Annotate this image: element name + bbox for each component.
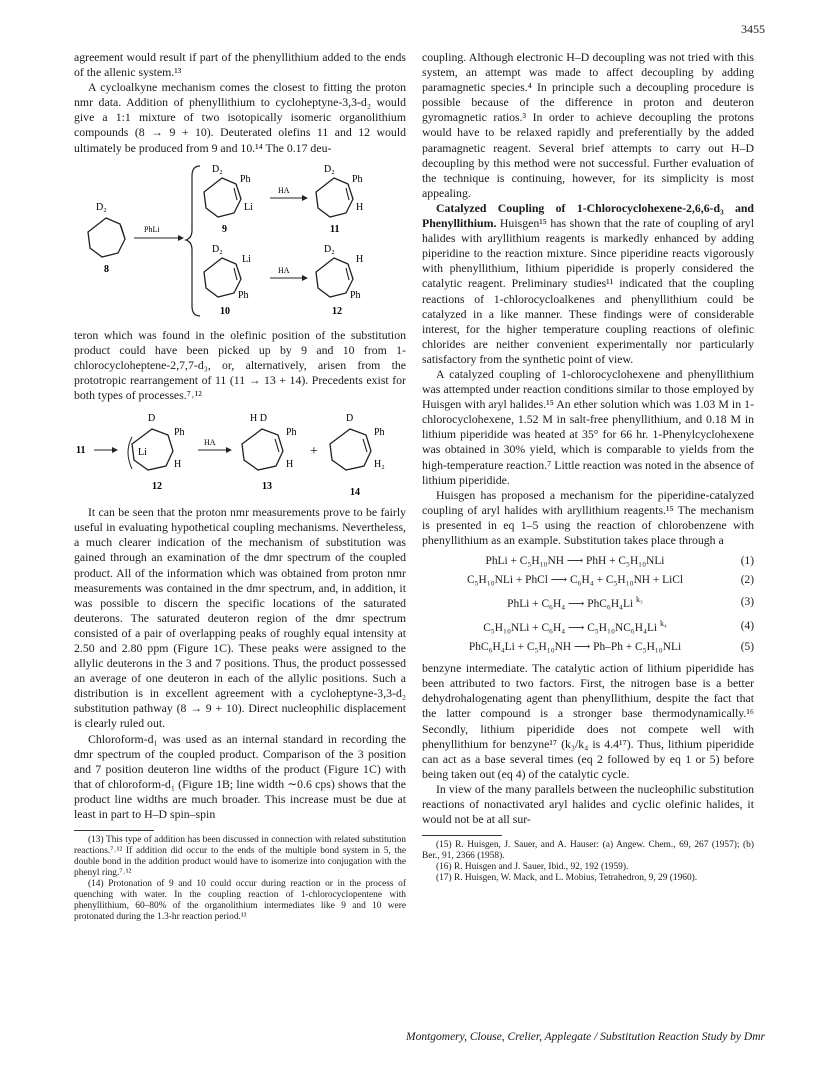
left-paragraph-5: Chloroform-d₁ was used as an internal standard in recording the dmr spectrum of the coupled product. Comparison of the 3 position and 7 position deuteron line widths of the product (Figure 1C) with that of chloroform-d₁ (Figure 1B; line width ∼0.6 cps) shows that the product line widths are much broader. This increase must be due at least in part to H–D spin–spin bbox=[74, 731, 406, 821]
ring-12 bbox=[316, 258, 353, 297]
equation-block bbox=[422, 552, 754, 657]
equation-3-cell bbox=[422, 590, 728, 614]
label-li-10: Li bbox=[242, 253, 251, 265]
scheme2-ring-14 bbox=[330, 429, 371, 470]
scheme2-label-ha: HA bbox=[204, 438, 216, 448]
label-ph-12: Ph bbox=[350, 289, 361, 301]
left-paragraph-2: A cycloalkyne mechanism comes the closest to fitting the proton nmr data. Addition of phenyllithium to cycloheptyne-3,3-d₂ would give a 1:1 mixture of two isotopically isomeric organolithium compounds (8 → 9 + 10). Deuterated olefins 11 and 12 would ultimately be produced from 9 and 10.¹⁴ The 0.17 deu- bbox=[74, 80, 406, 155]
footnote-17: (17) R. Huisgen, W. Mack, and L. Mobius, Tetrahedron, 9, 29 (1960). bbox=[436, 873, 698, 884]
cycloheptyne-ring bbox=[88, 218, 125, 257]
compound-10-label: 10 bbox=[220, 305, 230, 317]
compound-8-label: 8 bbox=[104, 263, 109, 275]
label-d2-8: D₂ bbox=[96, 201, 107, 213]
scheme2-label-d-14: D bbox=[346, 413, 354, 425]
scheme-1-graphic bbox=[74, 160, 406, 322]
triple-bond-line bbox=[121, 226, 125, 239]
scheme2-double-bond-14 bbox=[363, 439, 367, 452]
label-li-9: Li bbox=[244, 201, 253, 213]
right-paragraph-6: In view of the many parallels between the nucleophilic substitution reactions of nonactivated aryl halides and cyclic olefinic halides, it would not be at all sur- bbox=[422, 781, 754, 827]
right-column bbox=[422, 50, 754, 884]
footnote-15: (15) R. Huisgen, J. Sauer, and A. Hauser: (a) Angew. Chem., 69, 267 (1957); (b) Ber., 91, 2366 (1958). bbox=[422, 840, 754, 862]
compound-9-label: 9 bbox=[222, 223, 227, 235]
equation-4: C₅H₁₀NLi + C₆H₄ ⟶ C₅H₁₀NC₆H₄Li bbox=[483, 621, 658, 634]
equation-5: PhC₆H₄Li + C₅H₁₀NH ⟶ Ph–Ph + C₅H₁₀NLi bbox=[468, 641, 682, 654]
ring-11 bbox=[316, 178, 353, 217]
scheme2-label-h-13: H bbox=[286, 459, 294, 471]
label-d2-10: D₂ bbox=[212, 243, 223, 255]
compound-12-label: 12 bbox=[332, 305, 342, 317]
equation-4-cell bbox=[422, 614, 728, 638]
label-d2-12: D₂ bbox=[324, 243, 335, 255]
footnote-16: (16) R. Huisgen and J. Sauer, Ibid., 92, 192 (1959). bbox=[436, 862, 629, 873]
scheme2-plus: + bbox=[310, 444, 318, 460]
left-paragraph-1: agreement would result if part of the phenyllithium added to the ends of the allenic system.¹³ bbox=[74, 50, 406, 80]
scheme-2-graphic bbox=[74, 407, 406, 499]
ring-9 bbox=[204, 178, 241, 217]
arrowhead-phli bbox=[178, 235, 184, 241]
scheme2-arrowhead-ha bbox=[226, 447, 232, 453]
footnote-13: (13) This type of addition has been discussed in connection with related substitution reactions.⁷˒¹² If addition did occur to the ends of the multiple bond system in 5, the double bond in the addition product would have to isomerize into conjugation with the phenyl ring.⁷˒¹² bbox=[74, 835, 406, 879]
label-phli: PhLi bbox=[144, 224, 160, 234]
label-ha-1: HA bbox=[278, 185, 290, 195]
scheme2-double-bond-13 bbox=[275, 439, 279, 452]
arrowhead-ha-1 bbox=[302, 195, 308, 201]
equation-row bbox=[422, 638, 754, 657]
label-ph-11: Ph bbox=[352, 173, 363, 185]
equation-3: PhLi + C₆H₄ ⟶ PhC₆H₄Li bbox=[507, 598, 634, 611]
equation-3-number: (3) bbox=[740, 595, 754, 608]
label-d2-9: D₂ bbox=[212, 163, 223, 175]
double-bond-12 bbox=[346, 268, 349, 280]
right-paragraph-3: A catalyzed coupling of 1-chlorocyclohexene and phenyllithium was attempted under reaction conditions similar to those employed by Huisgen with aryl halides.¹⁵ An ether solution which was 1.03 M in 1-chlorocyclohexene, 1.52 M in salt-free phenyllithium, and 0.18 M in lithium piperidide was heated at 35° for 66 hr. 1-Phenylcyclohexene was obtained in 30% yield, which is comparable to yields from the high-temperature reaction.⁷ Little reaction was noted in the absence of lithium piperidide. bbox=[422, 366, 754, 487]
equation-1: PhLi + C₅H₁₀NH ⟶ PhH + C₅H₁₀NLi bbox=[485, 555, 665, 568]
scheme2-label-li: Li bbox=[138, 447, 147, 459]
equation-5-number: (5) bbox=[740, 641, 754, 654]
footnote-14: (14) Protonation of 9 and 10 could occur during reaction or in the process of quenching with water. In the coupling reaction of 1-chlorocyclopentene with phenyllithium, 60–80% of the organolithium intermediates like 9 and 10 were protonated during the 1.3-hr reaction period.¹³ bbox=[74, 879, 406, 923]
running-footer: Montgomery, Clouse, Crelier, Applegate / Substitution Reaction Study by Dmr bbox=[405, 1031, 765, 1043]
compound-11-label: 11 bbox=[330, 223, 340, 235]
equation-row bbox=[422, 590, 754, 614]
double-bond-10 bbox=[234, 268, 237, 280]
reaction-scheme-1 bbox=[74, 160, 406, 322]
label-d2-11: D₂ bbox=[324, 163, 335, 175]
scheme2-label-ph-14: Ph bbox=[374, 427, 385, 439]
scheme2-ring-13 bbox=[242, 429, 283, 470]
scheme2-compound-13: 13 bbox=[262, 481, 272, 493]
right-paragraph-4: Huisgen has proposed a mechanism for the piperidine-catalyzed coupling of aryl halides with aryllithium reagents.¹⁵ The mechanism is presented in eq 1–5 using the reaction of chlorobenzene with phenyllithium as an example. Substitution takes place through a bbox=[422, 487, 754, 547]
scheme2-label-ph-13: Ph bbox=[286, 427, 297, 439]
equation-2: C₅H₁₀NLi + PhCl ⟶ C₆H₄ + C₅H₁₀NH + LiCl bbox=[466, 574, 684, 587]
scheme2-compound-12: 12 bbox=[152, 481, 162, 493]
scheme2-label-ph-a: Ph bbox=[174, 427, 185, 439]
reaction-scheme-2 bbox=[74, 407, 406, 499]
scheme2-left-paren bbox=[128, 437, 132, 469]
left-paragraph-3: teron which was found in the olefinic position of the substitution product could have been picked up by 9 and 10 from 1-chlorocycloheptene-2,7,7-d₃, or, alternatively, arisen from the prototropic rearrangement of 11 (11 → 13 + 14). Precedents exist for both types of processes.⁷˒¹² bbox=[74, 327, 406, 403]
equation-row bbox=[422, 571, 754, 590]
footnote-rule bbox=[74, 830, 154, 831]
scheme2-label-h-a: H bbox=[174, 459, 182, 471]
arrowhead-ha-2 bbox=[302, 275, 308, 281]
scheme2-label-h2-14: H₂ bbox=[374, 459, 385, 471]
section-heading: Catalyzed Coupling of 1-Chlorocyclohexene-2,6,6-d₃ and Phenyllithium. bbox=[422, 200, 754, 231]
ring-10 bbox=[204, 258, 241, 297]
double-bond-9 bbox=[234, 188, 237, 200]
scheme2-compound-14: 14 bbox=[350, 487, 360, 499]
scheme2-compound-11: 11 bbox=[76, 445, 86, 457]
double-bond-11 bbox=[346, 188, 349, 200]
left-paragraph-4: It can be seen that the proton nmr measurements prove to be fairly useful in evaluating hypothetical coupling mechanisms. Nevertheless, a much clearer indication of the mechanism of substitution was gained through an examination of the dmr spectrum of the coupled product. All of the information which was obtained from proton nmr measurements was contained in the dmr spectrum, and, in addition, it was possible to discern the specific locations of the saturated deuterons. The saturated deuteron region of the dmr spectrum consisted of a pair of overlapping peaks of roughly equal intensity at 2.50 and 2.80 ppm (Figure 1C). These peaks were assigned to the allylic deuterons in the 3 and 7 positions. Thus, the product possessed an average of one deuteron in each of the allylic positions. Such a distribution is in excellent agreement with a cycloheptyne-3,3-d₂ substitution pathway (8 → 9 + 10). Direct nucleophilic displacement is clearly ruled out. bbox=[74, 505, 406, 731]
label-h-12: H bbox=[356, 253, 364, 265]
right-paragraph-2 bbox=[422, 201, 754, 367]
label-ha-2: HA bbox=[278, 265, 290, 275]
equation-row bbox=[422, 614, 754, 638]
left-column bbox=[74, 50, 406, 923]
scheme2-arrowhead-1 bbox=[112, 447, 118, 453]
label-h-11: H bbox=[356, 201, 364, 213]
equation-row bbox=[422, 552, 754, 571]
label-ph-9: Ph bbox=[240, 173, 251, 185]
right-paragraph-2-body: Huisgen¹⁵ has shown that the rate of coupling of aryl halides with aryllithium reagents is markedly enhanced by adding piperidine to the reaction mixture. Since piperidine reacts vigorously with phenyllithium, lithium piperidide is properly considered the catalytic reagent. Preliminary studies¹¹ indicated that the coupling reactions of 1-chlorocycloalkenes and phenyllithium could be catalyzed in a like manner. These findings were of considerable interest, for the higher temperature coupling reactions of olefinic chlorides are neither convenient experimentally nor particularly satisfactory from the synthetic point of view. bbox=[422, 216, 754, 366]
equation-4-rate-constant: k₄ bbox=[659, 619, 667, 629]
equation-3-rate-constant: k₃ bbox=[636, 595, 643, 605]
label-ph-10: Ph bbox=[238, 289, 249, 301]
right-paragraph-1: coupling. Although electronic H–D decoupling was not tried with this system, an attempt was made to affect decoupling by adding paramagnetic species.⁴ In principle such a decoupling procedure is possible because of the difference in proton and deuteron gyromagnetic ratios.³ In order to achieve decoupling the protons would have to be relaxed rapidly and preferentially by the added paramagnetic reagent. Several brief attempts to carry out H–D decoupling by this method were not successful. Further evaluation of the technique is continuing, however, for its simplicity is most appealing. bbox=[422, 50, 754, 200]
equation-4-number: (4) bbox=[740, 619, 754, 632]
right-paragraph-5: benzyne intermediate. The catalytic action of lithium piperidide has been attributed to two factors. First, the nitrogen base is a better dehydrohalogenating agent than phenyllithium, despite the fact that the latter compound is a stronger base thermodynamically.¹⁶ Secondly, lithium piperidide does not compete well with phenyllithium for benzyne¹⁷ (k₃/k₄ is 4.4¹⁷). Thus, lithium piperidide can act as a base several times (eq 2 followed by eq 1 or 5) before being taken out (eq 4) of the catalytic cycle. bbox=[422, 661, 754, 781]
page-number: 3455 bbox=[741, 22, 765, 36]
equation-2-number: (2) bbox=[740, 574, 754, 587]
equation-1-number: (1) bbox=[740, 555, 754, 568]
footnote-rule-right bbox=[422, 835, 502, 836]
scheme2-label-d-a: D bbox=[148, 413, 156, 425]
scheme-brace bbox=[186, 166, 200, 316]
scheme2-label-hd: H D bbox=[250, 413, 267, 425]
